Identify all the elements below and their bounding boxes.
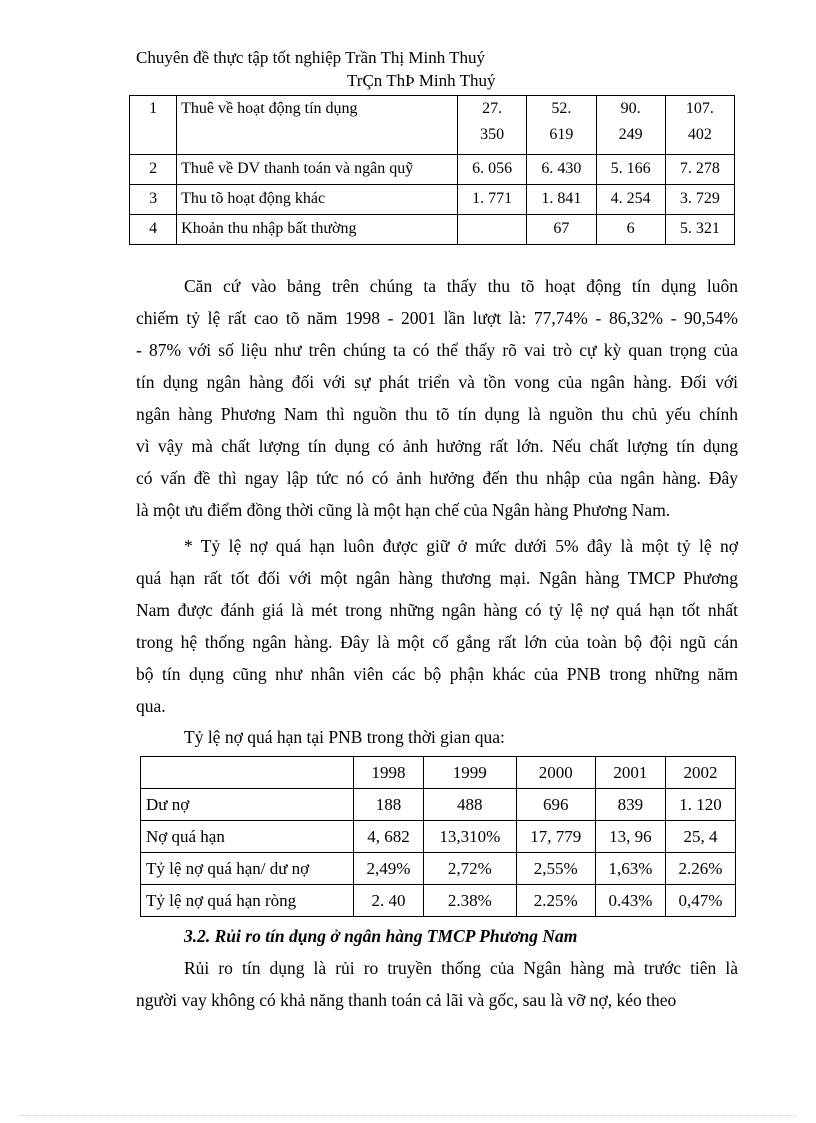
paragraph-line: - 87% với số liệu như trên chúng ta có thể thấy rõ vai trò cự kỳ quan trọng của (136, 340, 738, 360)
table-row (130, 155, 735, 185)
page-footer-divider (20, 1115, 796, 1116)
table-row (141, 821, 736, 853)
cell-value: 107. 402 (665, 96, 734, 155)
cell-value: 188 (354, 789, 424, 821)
section-heading: 3.2. Rủi ro tín dụng ở ngân hàng TMCP Phương Nam (184, 926, 578, 946)
cell-value: 7. 278 (665, 155, 734, 185)
cell-value: 17, 779 (516, 821, 595, 853)
row-label: Nợ quá hạn (141, 821, 354, 853)
table-row (141, 853, 736, 885)
cell-value: 2.26% (665, 853, 735, 885)
overdue-debt-table (140, 756, 736, 917)
paragraph-line: chiếm tỷ lệ rất cao tõ năm 1998 - 2001 lần lượt là: 77,74% - 86,32% - 90,54% (136, 308, 738, 328)
paragraph-credit-risk (136, 952, 738, 1016)
cell-value: 2,55% (516, 853, 595, 885)
cell-value: 1,63% (595, 853, 665, 885)
cell-value: 5. 166 (596, 155, 665, 185)
cell-value: 27. 350 (458, 96, 527, 155)
income-table (129, 95, 735, 245)
paragraph-line: trong hệ thống ngân hàng. Đây là một cố gắng rất lớn của toàn bộ đội ngũ cán (136, 632, 738, 652)
cell-value (458, 215, 527, 245)
row-number: 1 (130, 96, 177, 155)
paragraph-line: quá hạn rất tốt đối với một ngân hàng thương mại. Ngân hàng TMCP Phương (136, 568, 738, 588)
cell-value: 4. 254 (596, 185, 665, 215)
row-label: Thu tõ hoạt động khác (177, 185, 458, 215)
table-row (130, 185, 735, 215)
document-header: Chuyên đề thực tập tốt nghiệp Trần Thị Minh Thuý (136, 48, 486, 67)
row-number: 4 (130, 215, 177, 245)
row-label: Khoản thu nhập bất thường (177, 215, 458, 245)
cell-value: 6. 056 (458, 155, 527, 185)
header-empty-cell (141, 757, 354, 789)
table-caption: Tỷ lệ nợ quá hạn tại PNB trong thời gian qua: (184, 727, 505, 747)
paragraph-line: Nam được đánh giá là mét trong những ngân hàng có tỷ lệ nợ quá hạn tốt nhất (136, 600, 738, 620)
paragraph-line: có vấn đề thì ngay lập tức nó có ảnh hưởng đến thu nhập của ngân hàng. Đây (136, 468, 738, 488)
cell-value: 0,47% (665, 885, 735, 917)
row-label: Thuê về hoạt động tín dụng (177, 96, 458, 155)
cell-value: 5. 321 (665, 215, 734, 245)
paragraph-line: là một ưu điểm đồng thời cũng là một hạn chế của Ngân hàng Phương Nam. (136, 500, 671, 520)
row-number: 2 (130, 155, 177, 185)
year-header: 2000 (516, 757, 595, 789)
cell-value: 1. 120 (665, 789, 735, 821)
paragraph-line: Rủi ro tín dụng là rủi ro truyền thống của Ngân hàng mà trước tiên là (184, 958, 738, 978)
cell-value: 488 (424, 789, 517, 821)
cell-value: 696 (516, 789, 595, 821)
paragraph-overdue-ratio (136, 530, 738, 722)
paragraph-line: Căn cứ vào bảng trên chúng ta thấy thu tõ hoạt động tín dụng luôn (184, 276, 738, 296)
cell-value: 2.25% (516, 885, 595, 917)
paragraph-line: vì vậy mà chất lượng tín dụng có ảnh hưởng rất lớn. Nếu chất lượng tín dụng (136, 436, 738, 456)
table-row (141, 885, 736, 917)
cell-value: 0.43% (595, 885, 665, 917)
cell-value: 2,72% (424, 853, 517, 885)
row-label: Tỷ lệ nợ quá hạn/ dư nợ (141, 853, 354, 885)
cell-value: 3. 729 (665, 185, 734, 215)
paragraph-line: người vay không có khả năng thanh toán cả lãi và gốc, sau là vỡ nợ, kéo theo (136, 990, 677, 1010)
row-label: Thuê về DV thanh toán và ngân quỹ (177, 155, 458, 185)
paragraph-credit-income (136, 270, 738, 526)
cell-value: 4, 682 (354, 821, 424, 853)
cell-value: 6 (596, 215, 665, 245)
cell-value: 6. 430 (527, 155, 596, 185)
paragraph-line: qua. (136, 696, 166, 716)
cell-value: 839 (595, 789, 665, 821)
cell-value: 52. 619 (527, 96, 596, 155)
table-header-row (141, 757, 736, 789)
paragraph-line: tín dụng ngân hàng đối với sự phát triển và tồn vong của ngân hàng. Đối với (136, 372, 738, 392)
year-header: 2002 (665, 757, 735, 789)
year-header: 2001 (595, 757, 665, 789)
document-header-author: TrÇn ThÞ Minh Thuý (347, 71, 496, 90)
cell-value: 13, 96 (595, 821, 665, 853)
cell-value: 2,49% (354, 853, 424, 885)
row-label: Dư nợ (141, 789, 354, 821)
row-label: Tỷ lệ nợ quá hạn ròng (141, 885, 354, 917)
year-header: 1999 (424, 757, 517, 789)
cell-value: 13,310% (424, 821, 517, 853)
cell-value: 1. 841 (527, 185, 596, 215)
cell-value: 2. 40 (354, 885, 424, 917)
cell-value: 2.38% (424, 885, 517, 917)
cell-value: 90. 249 (596, 96, 665, 155)
cell-value: 1. 771 (458, 185, 527, 215)
table-row (141, 789, 736, 821)
cell-value: 67 (527, 215, 596, 245)
row-number: 3 (130, 185, 177, 215)
table-row (130, 96, 735, 155)
paragraph-line: bộ tín dụng cũng như nhân viên các bộ phận khác của PNB trong những năm (136, 664, 738, 684)
year-header: 1998 (354, 757, 424, 789)
cell-value: 25, 4 (665, 821, 735, 853)
paragraph-line: * Tỷ lệ nợ quá hạn luôn được giữ ở mức dưới 5% đây là một tỷ lệ nợ (184, 536, 738, 556)
paragraph-line: ngân hàng Phương Nam thì nguồn thu tõ tín dụng là nguồn thu chủ yếu chính (136, 404, 738, 424)
table-row (130, 215, 735, 245)
